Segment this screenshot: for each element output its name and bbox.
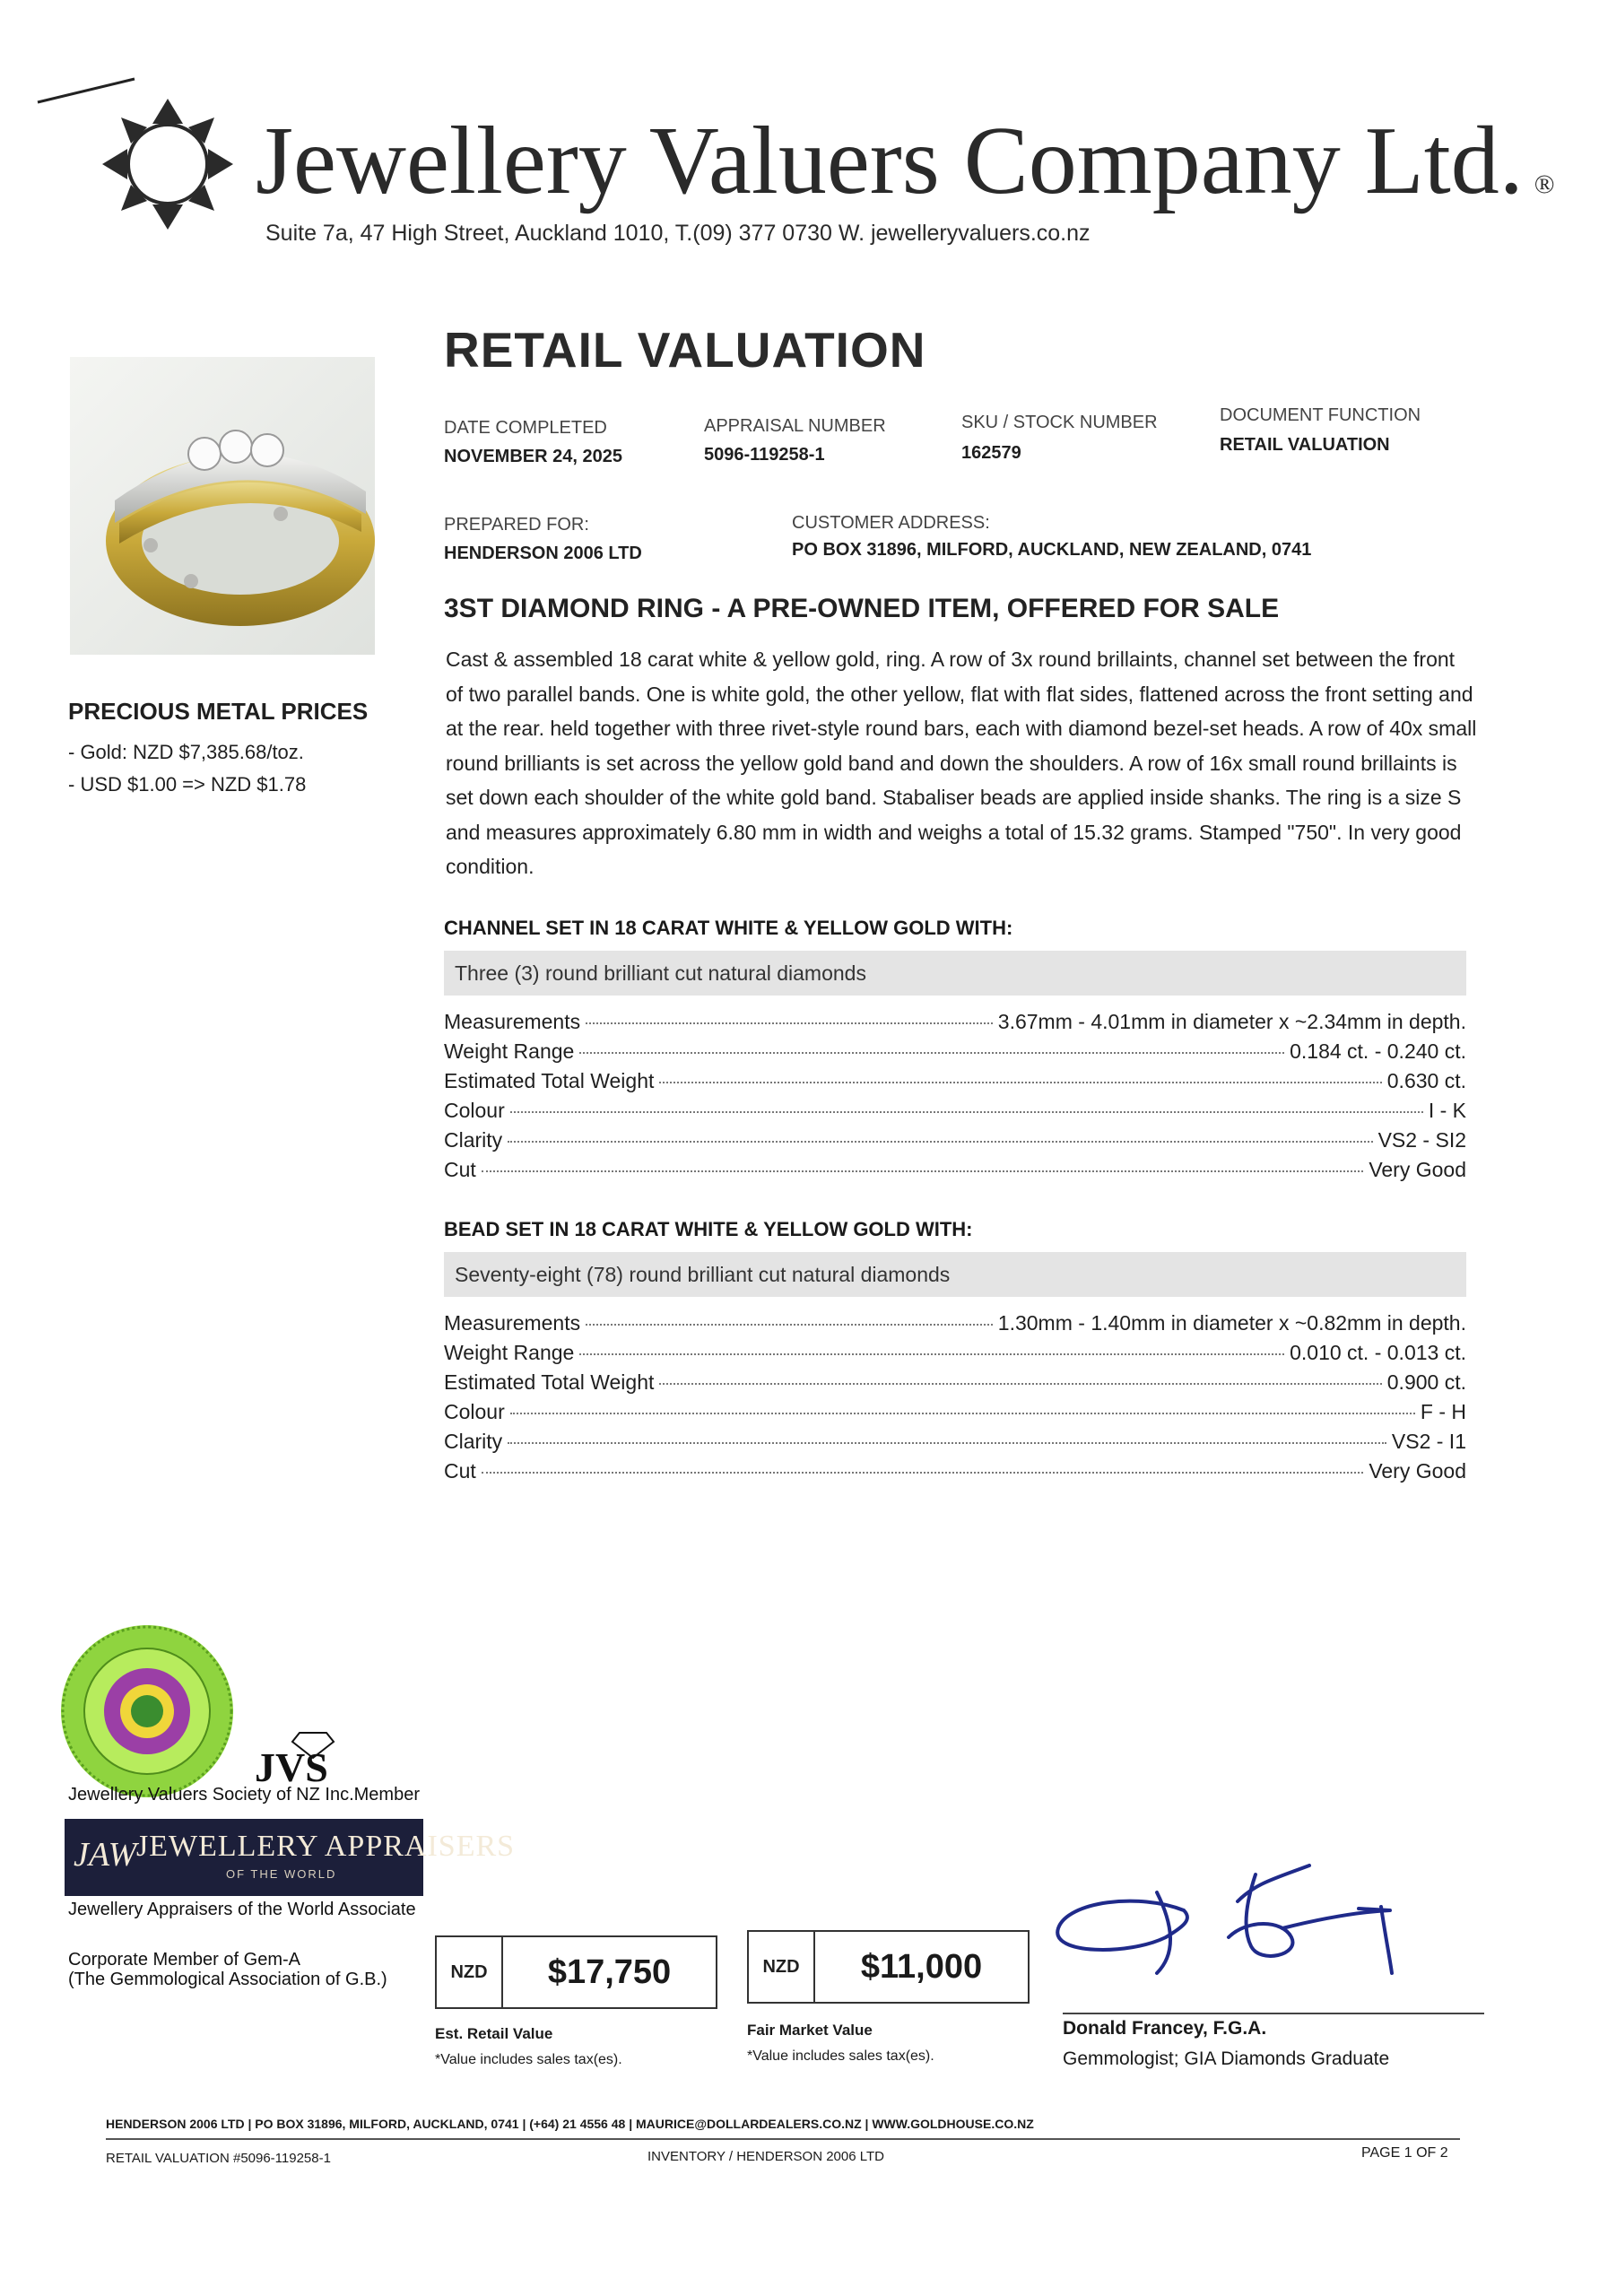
membership-seal-icon xyxy=(59,1623,235,1799)
item-title: 3ST DIAMOND RING - A PRE-OWNED ITEM, OFFERED FOR SALE xyxy=(444,594,1280,623)
spec-label: Clarity xyxy=(444,1128,503,1152)
bead-set-band: Seventy-eight (78) round brilliant cut natural diamonds xyxy=(444,1252,1466,1297)
dot-leader xyxy=(579,1052,1284,1054)
spec-label: Colour xyxy=(444,1099,505,1122)
sku-label: SKU / STOCK NUMBER xyxy=(961,413,1158,432)
spec-label: Cut xyxy=(444,1158,476,1181)
spec-value: 1.30mm - 1.40mm in diameter x ~0.82mm in depth. xyxy=(997,1311,1466,1335)
jaw-initials: JAW xyxy=(74,1836,137,1874)
dot-leader xyxy=(508,1141,1372,1143)
spec-row xyxy=(444,1039,1466,1069)
retail-value-note: *Value includes sales tax(es). xyxy=(435,2052,622,2067)
spec-label: Weight Range xyxy=(444,1341,575,1364)
customer-address-value: PO BOX 31896, MILFORD, AUCKLAND, NEW ZEALAND, 0741 xyxy=(792,540,1312,560)
signer-name: Donald Francey, F.G.A. xyxy=(1063,2018,1267,2039)
dot-leader xyxy=(579,1353,1284,1355)
spec-value: 0.184 ct. - 0.240 ct. xyxy=(1290,1039,1466,1063)
spec-value: 0.630 ct. xyxy=(1386,1069,1466,1092)
footer-contact-line: HENDERSON 2006 LTD | PO BOX 31896, MILFORD, AUCKLAND, 0741 | (+64) 21 4556 48 | MAURICE@DOLLARDEALERS.CO.NZ | WWW.GOLDHOUSE.CO.NZ xyxy=(106,2117,1034,2131)
signer-title: Gemmologist; GIA Diamonds Graduate xyxy=(1063,2048,1390,2069)
spec-value: VS2 - SI2 xyxy=(1377,1128,1466,1152)
spec-label: Clarity xyxy=(444,1430,503,1453)
fair-market-value-box xyxy=(747,1930,1030,2004)
company-address: Suite 7a, 47 High Street, Auckland 1010, T.(09) 377 0730 W. jewelleryvaluers.co.nz xyxy=(265,221,1091,246)
dot-leader xyxy=(659,1082,1381,1083)
spec-value: F - H xyxy=(1420,1400,1466,1423)
bead-set-specs xyxy=(444,1311,1466,1489)
footer-divider xyxy=(106,2138,1460,2140)
spec-row xyxy=(444,1400,1466,1430)
spec-row xyxy=(444,1341,1466,1370)
date-completed-label: DATE COMPLETED xyxy=(444,418,607,438)
sku-value: 162579 xyxy=(961,443,1021,463)
footer-reference: RETAIL VALUATION #5096-119258-1 xyxy=(106,2151,331,2166)
spec-row xyxy=(444,1158,1466,1187)
jaw-main-text: JEWELLERY APPRAISERS xyxy=(136,1830,516,1863)
retail-value-label: Est. Retail Value xyxy=(435,2025,553,2042)
fx-rate: - USD $1.00 => NZD $1.78 xyxy=(68,773,307,796)
retail-amount: $17,750 xyxy=(547,1952,672,1991)
gold-price: - Gold: NZD $7,385.68/toz. xyxy=(68,741,304,763)
document-function-value: RETAIL VALUATION xyxy=(1220,435,1390,455)
appraisal-number-label: APPRAISAL NUMBER xyxy=(704,416,886,436)
spec-label: Weight Range xyxy=(444,1039,575,1063)
dot-leader xyxy=(508,1442,1386,1444)
fmv-amount: $11,000 xyxy=(860,1947,983,1986)
jvs-logo-text: JVS xyxy=(255,1744,328,1785)
jaw-badge xyxy=(65,1819,516,1896)
spec-label: Measurements xyxy=(444,1311,581,1335)
spec-value: Very Good xyxy=(1369,1158,1466,1181)
spec-row xyxy=(444,1459,1466,1489)
company-logo-icon xyxy=(100,97,235,231)
date-completed-value: NOVEMBER 24, 2025 xyxy=(444,447,622,466)
dot-leader xyxy=(586,1022,993,1024)
spec-row xyxy=(444,1069,1466,1099)
document-title: RETAIL VALUATION xyxy=(444,322,926,378)
channel-set-band: Three (3) round brilliant cut natural diamonds xyxy=(444,951,1466,996)
spec-label: Estimated Total Weight xyxy=(444,1370,655,1394)
jvs-caption: Jewellery Valuers Society of NZ Inc.Member xyxy=(68,1785,420,1805)
customer-address-label: CUSTOMER ADDRESS: xyxy=(792,513,990,533)
gema-line-2: (The Gemmological Association of G.B.) xyxy=(68,1970,387,1989)
jaw-sub-text: OF THE WORLD xyxy=(226,1867,337,1881)
document-function-label: DOCUMENT FUNCTION xyxy=(1220,405,1421,425)
channel-set-heading: CHANNEL SET IN 18 CARAT WHITE & YELLOW GOLD WITH: xyxy=(444,917,1013,939)
channel-set-specs xyxy=(444,1010,1466,1187)
fmv-currency: NZD xyxy=(749,1932,815,2002)
gema-caption xyxy=(68,1950,387,1989)
jvs-logo-icon xyxy=(253,1731,369,1785)
spec-label: Estimated Total Weight xyxy=(444,1069,655,1092)
company-name: Jewellery Valuers Company Ltd. ® xyxy=(256,108,1555,214)
spec-row xyxy=(444,1370,1466,1400)
spec-row xyxy=(444,1128,1466,1158)
prepared-for-label: PREPARED FOR: xyxy=(444,515,589,535)
prepared-for-value: HENDERSON 2006 LTD xyxy=(444,544,642,563)
dot-leader xyxy=(482,1472,1364,1474)
spec-label: Cut xyxy=(444,1459,476,1483)
spec-value: 3.67mm - 4.01mm in diameter x ~2.34mm in depth. xyxy=(997,1010,1466,1033)
retail-currency: NZD xyxy=(437,1937,503,2007)
registered-mark: ® xyxy=(1534,170,1555,199)
bead-set-heading: BEAD SET IN 18 CARAT WHITE & YELLOW GOLD WITH: xyxy=(444,1218,973,1240)
fair-market-value-note: *Value includes sales tax(es). xyxy=(747,2048,934,2064)
signature-icon xyxy=(1049,1857,1444,2009)
footer-inventory: INVENTORY / HENDERSON 2006 LTD xyxy=(647,2149,884,2164)
dot-leader xyxy=(482,1170,1364,1172)
jaw-caption: Jewellery Appraisers of the World Associate xyxy=(68,1900,416,1919)
signature-line xyxy=(1063,2013,1484,2014)
gema-line-1: Corporate Member of Gem-A xyxy=(68,1950,300,1970)
ring-photo xyxy=(70,357,375,655)
dot-leader xyxy=(510,1111,1423,1113)
appraisal-number-value: 5096-119258-1 xyxy=(704,445,825,465)
item-description: Cast & assembled 18 carat white & yellow gold, ring. A row of 3x round brillaints, channel set between the front of two parallel bands. One is white gold, the other yellow, flat with flat sides, flattened across the front setting and at the rear. held together with three rivet-style round bars, each with diamond bezel-set heads. A row of 40x small round brilliants is set across the yellow gold band and down the shoulders. A row of 16x small round brillaints is set down each shoulder of the white gold band. Stabaliser beads are applied inside shanks. The ring is a size S and measures approximately 6.80 mm in width and weighs a total of 15.32 grams. Stamped "750". In very good condition. xyxy=(446,648,1477,878)
spec-value: I - K xyxy=(1428,1099,1466,1122)
spec-value: VS2 - I1 xyxy=(1391,1430,1466,1453)
dot-leader xyxy=(586,1324,993,1326)
footer-page-number: PAGE 1 OF 2 xyxy=(1361,2145,1448,2161)
spec-value: 0.900 ct. xyxy=(1386,1370,1466,1394)
dot-leader xyxy=(659,1383,1381,1385)
spec-value: Very Good xyxy=(1369,1459,1466,1483)
fair-market-value-label: Fair Market Value xyxy=(747,2022,873,2039)
spec-row xyxy=(444,1430,1466,1459)
spec-value: 0.010 ct. - 0.013 ct. xyxy=(1290,1341,1466,1364)
spec-row xyxy=(444,1099,1466,1128)
retail-value-box xyxy=(435,1935,717,2009)
metal-prices-heading: PRECIOUS METAL PRICES xyxy=(68,698,369,725)
spec-row xyxy=(444,1010,1466,1039)
spec-label: Colour xyxy=(444,1400,505,1423)
metal-prices-panel xyxy=(68,698,368,801)
dot-leader xyxy=(510,1413,1415,1414)
spec-row xyxy=(444,1311,1466,1341)
spec-label: Measurements xyxy=(444,1010,581,1033)
